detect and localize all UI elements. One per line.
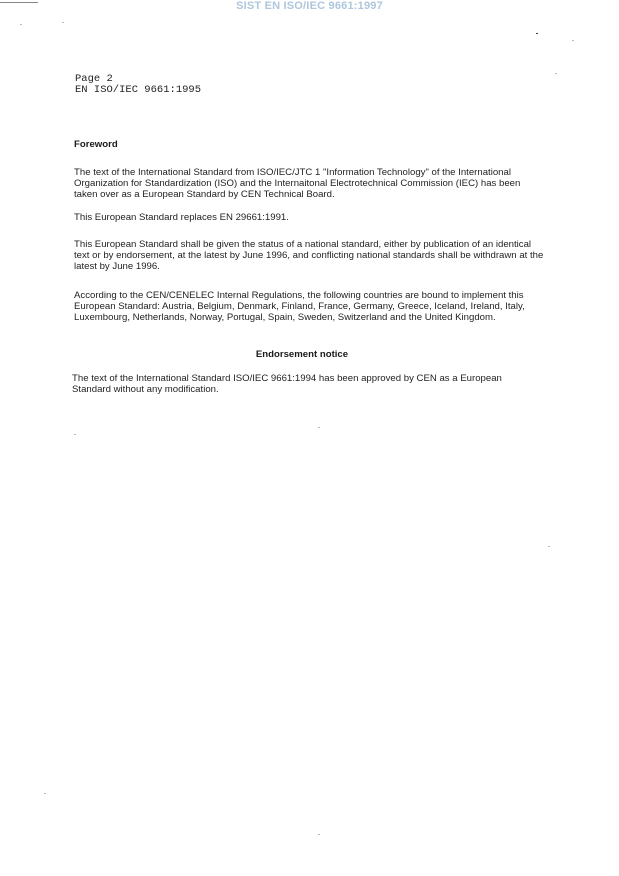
watermark: SIST EN ISO/IEC 9661:1997: [236, 0, 383, 12]
endorsement-text: The text of the International Standard ISO/IEC 9661:1994 has been approved by CEN as a European Standard without any modification.: [72, 373, 502, 396]
scan-speck: [74, 434, 76, 435]
foreword-paragraph-2: This European Standard replaces EN 29661:1991.: [74, 212, 289, 223]
foreword-paragraph-4: According to the CEN/CENELEC Internal Regulations, the following countries are bound to implement this European Standard: Austria, Belgium, Denmark, Finland, France, Germany, Greece, Iceland, Ireland, Italy, Luxembourg, Netherlands, Norway, Portugal, Spain, Sweden, Switzerland and the United Kingdom.: [74, 290, 525, 324]
scan-speck: [555, 73, 557, 74]
scan-speck: [536, 33, 538, 34]
scan-speck: [318, 834, 320, 835]
foreword-paragraph-1: The text of the International Standard from ISO/IEC/JTC 1 "Information Technology" of the International Organization for Standardization (ISO) and the Internaitonal Electrotechnical Commission (IEC) has been taken over as a European Standard by CEN Technical Board.: [74, 167, 521, 201]
page-header: [75, 74, 201, 96]
foreword-paragraph-3: This European Standard shall be given the status of a national standard, either by publication of an identical text or by endorsement, at the latest by June 1996, and conflicting national standards shall be withdrawn at the latest by June 1996.: [74, 239, 544, 273]
page-number: Page 2: [75, 73, 113, 85]
scan-speck: [548, 546, 550, 547]
scan-speck: [20, 24, 22, 25]
scan-speck: [318, 427, 320, 428]
scan-speck: [62, 22, 64, 23]
scan-speck: [44, 793, 46, 794]
foreword-heading: Foreword: [74, 139, 118, 150]
document-id: EN ISO/IEC 9661:1995: [75, 84, 202, 96]
endorsement-heading: Endorsement notice: [255, 349, 349, 360]
scan-speck: [572, 40, 574, 41]
